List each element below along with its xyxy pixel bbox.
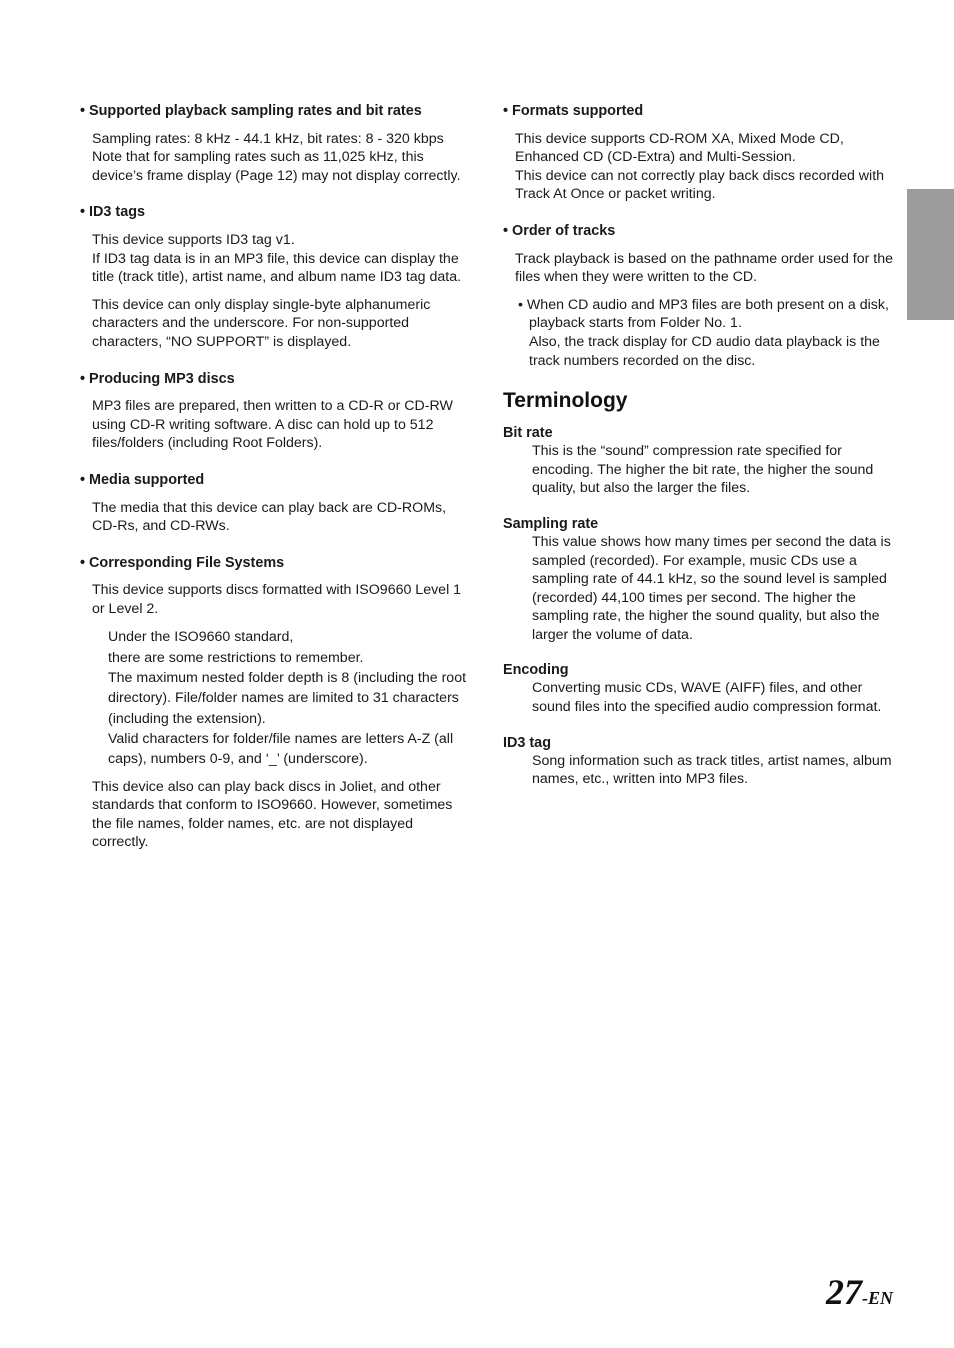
paragraph: This device supports ID3 tag v1. — [92, 231, 295, 248]
right-column — [503, 102, 897, 806]
section-formats-supported — [503, 102, 897, 204]
section-heading: • Order of tracks — [503, 222, 616, 239]
term-id3-tag — [503, 734, 897, 789]
section-body — [92, 130, 472, 186]
paragraph: MP3 files are prepared, then written to a CD-R or CD-RW using CD-R writing software. A disc can hold up to 512 files/folders (including Root Folders). — [92, 398, 453, 452]
section-media-supported — [80, 471, 472, 536]
section-heading: • Media supported — [80, 471, 205, 488]
section-heading: • Producing MP3 discs — [80, 370, 235, 387]
restriction-line: Under the ISO9660 standard, — [108, 629, 294, 646]
section-order-of-tracks — [503, 222, 897, 370]
section-body — [515, 130, 897, 204]
section-file-systems — [80, 554, 472, 852]
paragraph: This device can not correctly play back discs recorded with Track At Once or packet writing. — [515, 167, 885, 203]
left-column — [80, 102, 472, 870]
paragraph: This device can only display single-byte alphanumeric characters and the underscore. For non-supported characters, “NO SUPPORT” is displayed. — [92, 296, 431, 350]
section-heading: • Corresponding File Systems — [80, 554, 285, 571]
page-number — [826, 1272, 893, 1312]
bullet-text: • When CD audio and MP3 files are both present on a disk, playback starts from Folder No. 1. — [518, 296, 889, 332]
paragraph: This device also can play back discs in Joliet, and other standards that conform to ISO9660. However, sometimes the file names, folder names, etc. are not displayed correctly. — [92, 778, 453, 851]
section-producing-mp3 — [80, 370, 472, 453]
term-definition: This is the “sound” compression rate specified for encoding. The higher the bit rate, the higher the sound quality, but also the larger the files. — [532, 443, 874, 497]
term-bit-rate — [503, 424, 897, 498]
paragraph: This device supports discs formatted with ISO9660 Level 1 or Level 2. — [92, 582, 462, 617]
bullet-continuation: Also, the track display for CD audio data playback is the track numbers recorded on the disc. — [529, 333, 880, 369]
term-encoding — [503, 661, 897, 716]
term-sampling-rate — [503, 515, 897, 645]
iso9660-restrictions — [108, 627, 472, 769]
term-definition: This value shows how many times per second the data is sampled (recorded). For example, music CDs use a sampling rate of 44.1 kHz, so the sound level is sampled (recorded) 44,100 times per second. The higher the sampling rate, the higher the sound quality, but also the larger the volume of data. — [532, 533, 891, 643]
restriction-line: there are some restrictions to remember. — [108, 649, 364, 666]
section-body — [92, 581, 472, 852]
order-note — [517, 296, 897, 370]
term-name: Bit rate — [503, 425, 553, 442]
restriction-line: Valid characters for folder/file names are letters A-Z (all caps), numbers 0-9, and ‘_’ (underscore). — [108, 730, 454, 768]
section-body — [515, 250, 897, 287]
section-heading: • Formats supported — [503, 103, 644, 119]
paragraph: Sampling rates: 8 kHz - 44.1 kHz, bit rates: 8 - 320 kbps — [92, 130, 444, 147]
paragraph: This device supports CD-ROM XA, Mixed Mode CD, Enhanced CD (CD-Extra) and Multi-Session. — [515, 130, 844, 166]
term-name: Encoding — [503, 662, 569, 679]
paragraph: Note that for sampling rates such as 11,025 kHz, this device’s frame display (Page 12) may not display correctly. — [92, 149, 461, 184]
term-name: Sampling rate — [503, 515, 599, 532]
restriction-line: The maximum nested folder depth is 8 (including the root directory). File/folder names are limited to 31 characters (including the extension). — [108, 670, 467, 727]
term-name: ID3 tag — [503, 734, 551, 751]
page-language-suffix: -EN — [862, 1288, 893, 1308]
paragraph: Track playback is based on the pathname order used for the files when they were written to the CD. — [515, 250, 894, 286]
section-body — [92, 397, 472, 453]
section-tab-marker — [907, 189, 954, 320]
page-number-value: 27 — [826, 1272, 862, 1312]
section-id3-tags — [80, 203, 472, 351]
term-definition: Converting music CDs, WAVE (AIFF) files, and other sound files into the specified audio compression format. — [532, 680, 882, 716]
section-heading: • Supported playback sampling rates and bit rates — [80, 103, 422, 119]
section-body — [92, 499, 472, 536]
paragraph: The media that this device can play back are CD-ROMs, CD-Rs, and CD-RWs. — [92, 499, 447, 535]
section-sampling-rates — [80, 102, 472, 185]
paragraph: If ID3 tag data is in an MP3 file, this device can display the title (track title), artist name, and album name ID3 tag data. — [92, 250, 462, 286]
term-definition: Song information such as track titles, artist names, album names, etc., written into MP3 files. — [532, 752, 892, 788]
section-heading: • ID3 tags — [80, 204, 146, 221]
section-body — [92, 231, 472, 352]
terminology-heading: Terminology — [503, 389, 628, 413]
